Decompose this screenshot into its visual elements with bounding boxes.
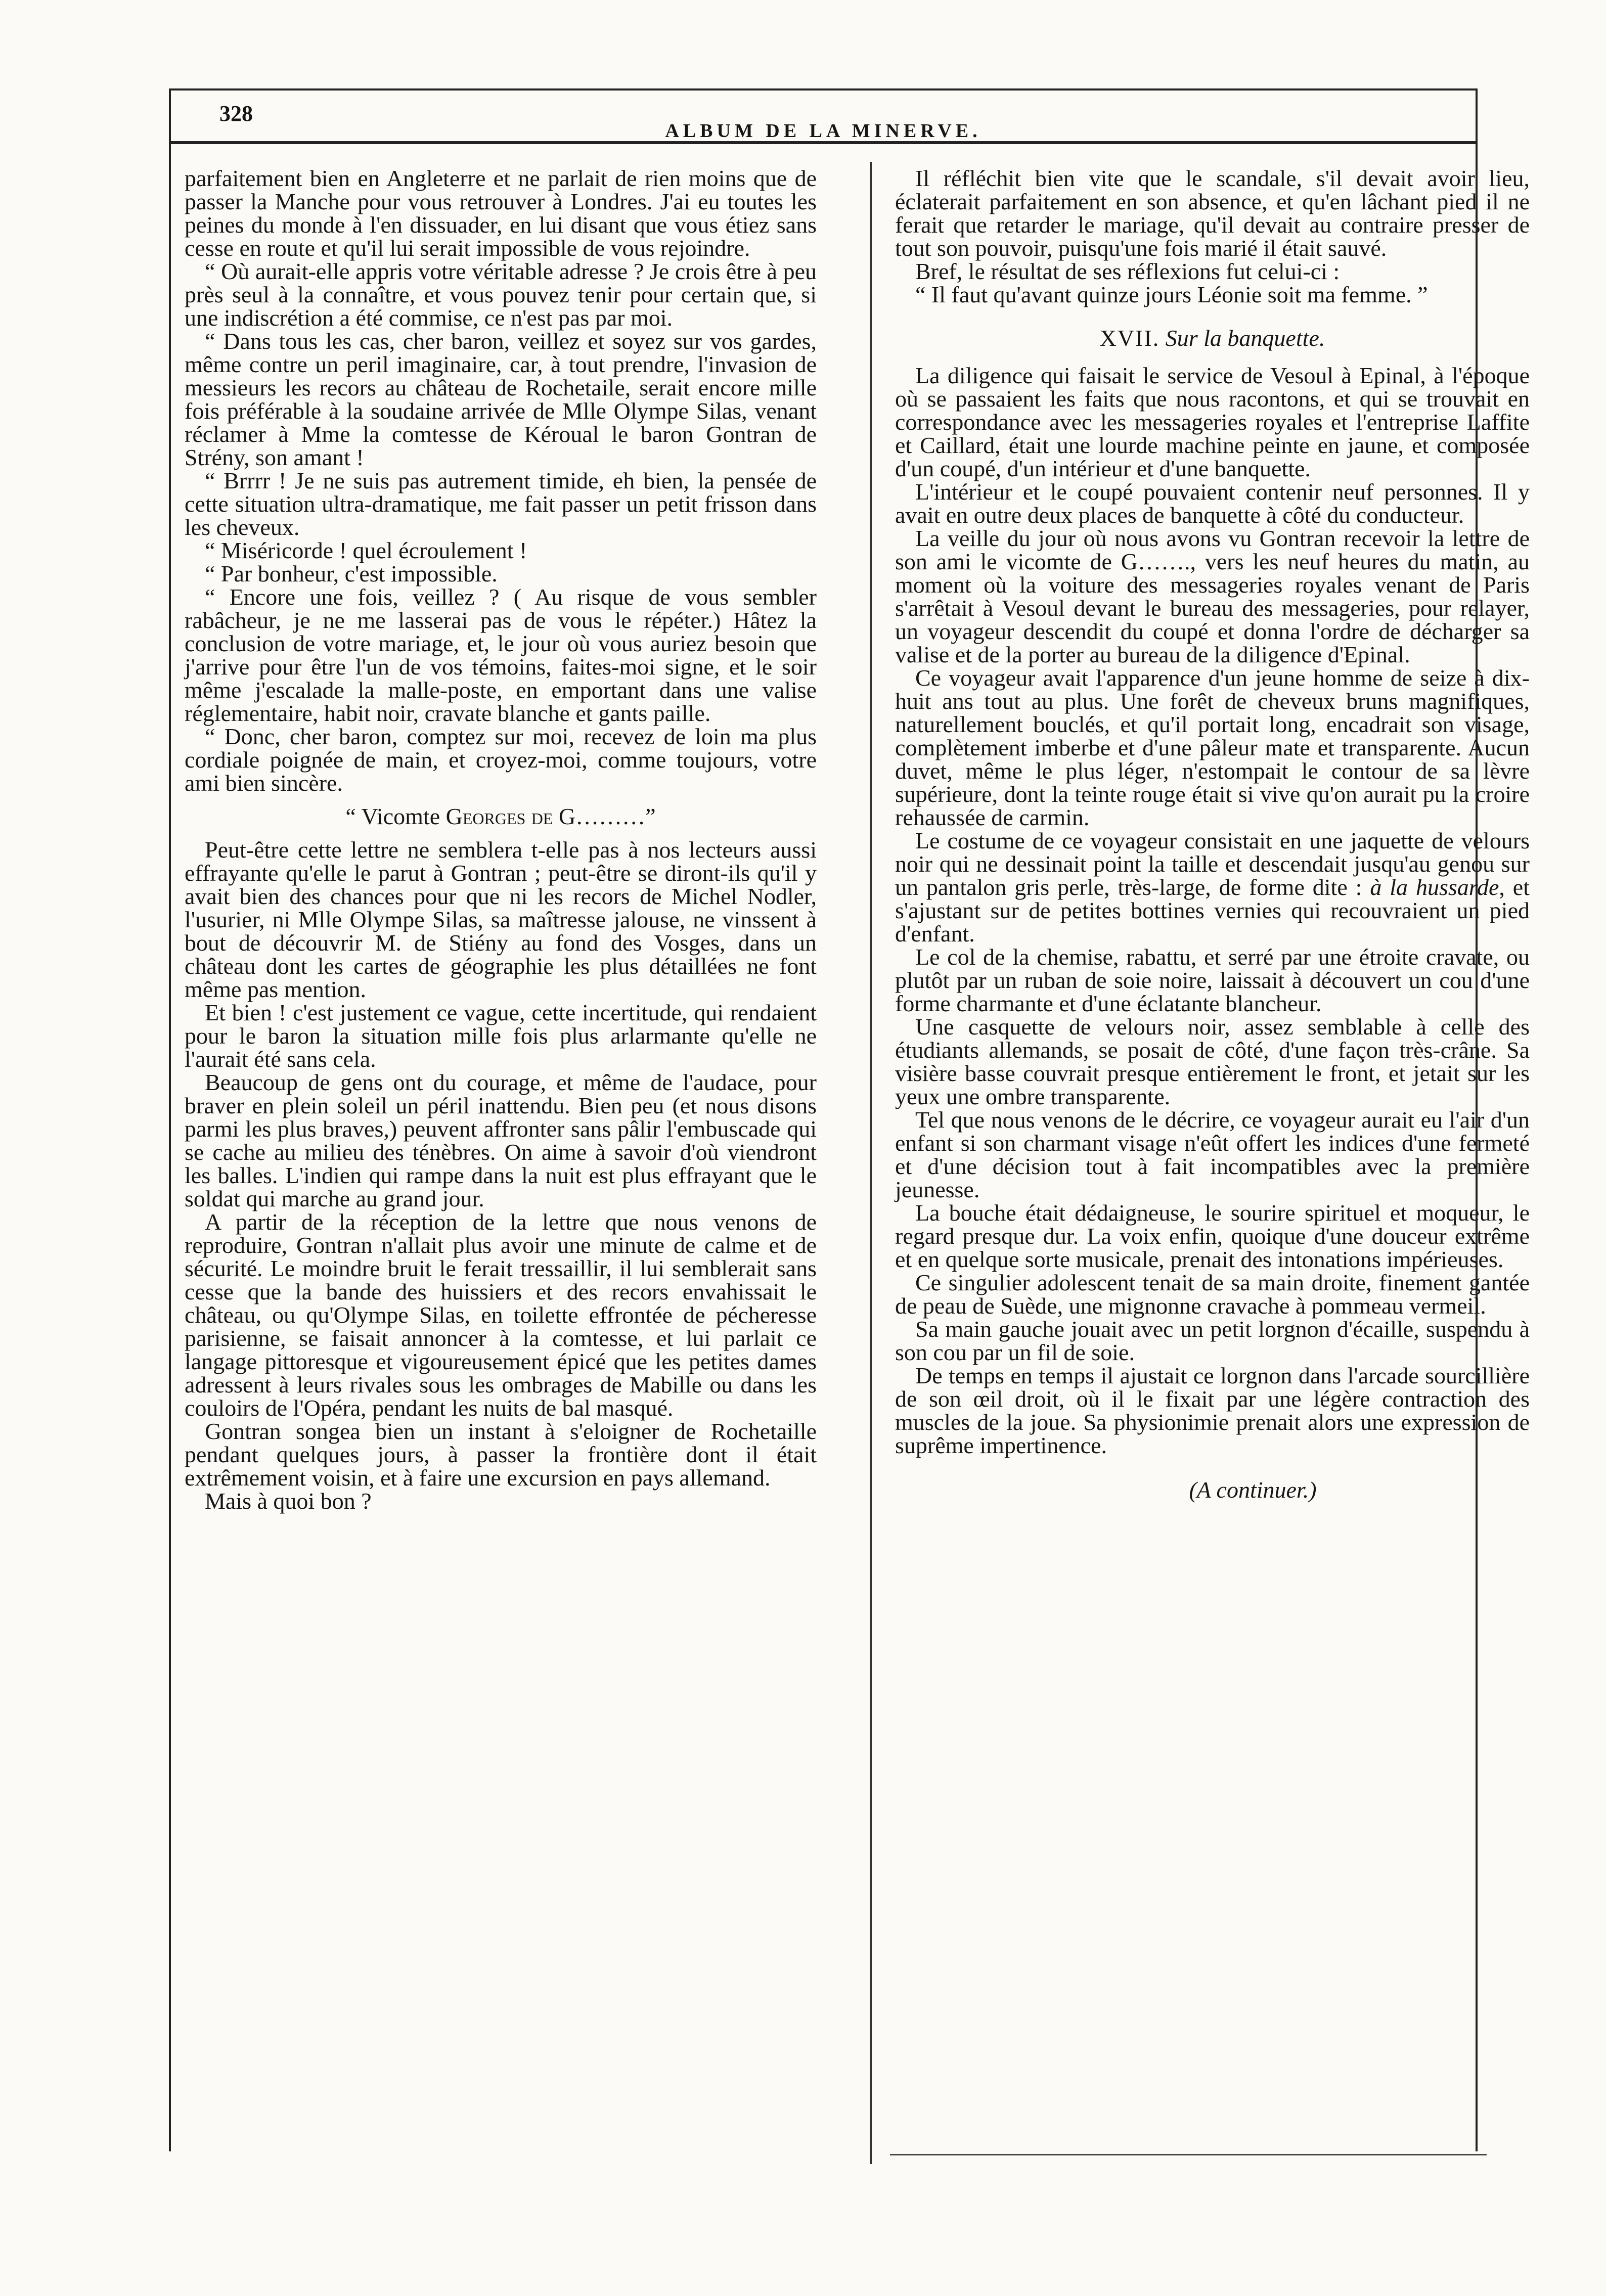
paragraph: Il réfléchit bien vite que le scandale, s'il devait avoir lieu, éclaterait parfaitement en son absence, et qu'en lâchant pied il ne ferait que retarder le mariage, qu'il devait au contraire presser de tout son pouvoir, puisqu'une fois marié il était sauvé. xyxy=(895,165,1530,261)
paragraph: Et bien ! c'est justement ce vague, cette incertitude, qui rendaient pour le baron la situation mille fois plus arlarmante qu'elle ne l'aurait été sans cela. xyxy=(185,1000,817,1072)
signature-suffix: ………” xyxy=(575,803,656,829)
paragraph: Une casquette de velours noir, assez semblable à celle des étudiants allemands, se posait de côté, d'une façon très-crâne. Sa visière basse couvrait presque entièrement le front, et jetait sur les yeux une ombre transparente. xyxy=(895,1014,1530,1109)
text-run: , et s'ajustant sur de petites bottines vernies qui recouvraient un pied d'enfant. xyxy=(895,874,1530,947)
paragraph: “ Brrrr ! Je ne suis pas autrement timide, eh bien, la pensée de cette situation ultra-dramatique, me fait passer un petit frisson dans les cheveux. xyxy=(185,468,817,540)
paragraph: parfaitement bien en Angleterre et ne parlait de rien moins que de passer la Manche pour vous retrouver à Londres. J'ai eu toutes les peines du monde à l'en dissuader, en lui disant que vous étiez sans cesse en route et qu'il lui serait impossible de vous rejoindre. xyxy=(185,165,817,261)
paragraph: “ Où aurait-elle appris votre véritable adresse ? Je crois être à peu près seul à la connaître, et vous pouvez tenir pour certain que, si une indiscrétion a été commise, ce n'est pas par moi. xyxy=(185,258,817,331)
running-title: ALBUM DE LA MINERVE. xyxy=(665,120,982,142)
signature-name: Georges de G xyxy=(445,803,576,829)
chapter-title: Sur la banquette. xyxy=(1165,325,1325,351)
chapter-number: XVII. xyxy=(1099,325,1160,351)
column-divider xyxy=(870,162,872,2164)
letter-signature xyxy=(185,805,817,828)
paragraph: “ Miséricorde ! quel écroulement ! xyxy=(205,537,527,563)
italic-text: à la hussarde xyxy=(1370,874,1499,900)
paragraph: Bref, le résultat de ses réflexions fut celui-ci : xyxy=(915,258,1340,284)
paragraph: “ Donc, cher baron, comptez sur moi, recevez de loin ma plus cordiale poignée de main, et croyez-moi, comme toujours, votre ami bien sincère. xyxy=(185,724,817,796)
left-column xyxy=(185,167,817,1513)
right-column xyxy=(895,167,1530,1502)
paragraph: “ Dans tous les cas, cher baron, veillez et soyez sur vos gardes, même contre un peril imaginaire, car, à tout prendre, l'invasion de messieurs les recors au château de Rochetaile, serait encore mille fois préférable à la soudaine arrivée de Mlle Olympe Silas, venant réclamer à Mme la comtesse de Kéroual le baron Gontran de Strény, son amant ! xyxy=(185,328,817,470)
paragraph: La veille du jour où nous avons vu Gontran recevoir la lettre de son ami le vicomte de G……., vers les neuf heures du matin, au moment où la voiture des messageries royales venant de Paris s'arrêtait à Vesoul devant le bureau des messageries, pour relayer, un voyageur descendit du coupé et donna l'ordre de décharger sa valise et de la porter au bureau de la diligence d'Epinal. xyxy=(895,525,1530,667)
paragraph: La bouche était dédaigneuse, le sourire spirituel et moqueur, le regard presque dur. La voix enfin, quoique d'une douceur extrême et en quelque sorte musicale, prenait des intonations impérieuses. xyxy=(895,1200,1530,1272)
paragraph: Ce voyageur avait l'apparence d'un jeune homme de seize à dix-huit ans tout au plus. Une forêt de cheveux bruns magnifiques, naturellement bouclés, et qu'il portait long, encadrait son visage, complètement imberbe et d'une pâleur mate et transparente. Aucun duvet, même le plus léger, n'estompait le contour de sa lèvre supérieure, dont la teinte rouge était si vive qu'on aurait pu la croire rehaussée de carmin. xyxy=(895,665,1530,830)
paragraph: A partir de la réception de la lettre que nous venons de reproduire, Gontran n'allait plus avoir une minute de calme et de sécurité. Le moindre bruit le ferait tressaillir, il lui semblerait sans cesse que la bande des huissiers et des recors envahissait le château, ou qu'Olympe Silas, en toilette effrontée de pécheresse parisienne, se faisait annoncer à la comtesse, et lui parlait ce langage pittoresque et vigoureusement épicé que les petites dames adressent à leurs rivales sous les ombrages de Mabille ou dans les couloirs de l'Opéra, pendant les nuits de bal masqué. xyxy=(185,1209,817,1421)
continued-note: (A continuer.) xyxy=(1189,1477,1317,1503)
chapter-heading xyxy=(895,327,1530,350)
page-header xyxy=(169,88,1478,144)
paragraph xyxy=(895,829,1530,946)
paragraph: Sa main gauche jouait avec un petit lorgnon d'écaille, suspendu à son cou par un fil de soie. xyxy=(895,1316,1530,1365)
paragraph: “ Encore une fois, veillez ? ( Au risque de vous sembler rabâcheur, je ne me lasserai pas de vous le répéter.) Hâtez la conclusion de votre mariage, et, le jour où vous auriez besoin que j'arrive pour être l'un de vos témoins, faites-moi signe, et le soir même j'escalade la malle-poste, en emportant dans une valise réglementaire, habit noir, cravate blanche et gants paille. xyxy=(185,584,817,726)
bottom-rule xyxy=(890,2154,1487,2155)
paragraph: Beaucoup de gens ont du courage, et même de l'audace, pour braver en plein soleil un péril inattendu. Bien peu (et nous disons parmi les plus braves,) peuvent affronter sans pâlir l'embuscade qui se cache au milieu des ténèbres. On aime à savoir d'où viendront les balles. L'indien qui rampe dans la nuit est plus effrayant que le soldat qui marche au grand jour. xyxy=(185,1069,817,1211)
signature-prefix: “ Vicomte xyxy=(345,803,446,829)
paragraph: “ Par bonheur, c'est impossible. xyxy=(205,561,498,587)
paragraph: La diligence qui faisait le service de Vesoul à Epinal, à l'époque où se passaient les faits que nous racontons, et qui se trouvait en correspondance avec les messageries royales et l'entreprise Laffite et Caillard, était une lourde machine peinte en jaune, et composée d'un coupé, d'un intérieur et d'une banquette. xyxy=(895,363,1530,481)
paragraph: L'intérieur et le coupé pouvaient contenir neuf personnes. Il y avait en outre deux places de banquette à côté du conducteur. xyxy=(895,479,1530,528)
text-run: Le costume de ce voyageur consistait en une jaquette de velours noir qui ne dessinait point la taille et descendait jusqu'au genou sur un pantalon gris perle, très-large, de forme dite : xyxy=(895,828,1530,900)
paragraph: Mais à quoi bon ? xyxy=(205,1488,372,1514)
paragraph: Le col de la chemise, rabattu, et serré par une étroite cravate, ou plutôt par un ruban de soie noire, laissait à découvert un cou d'une forme charmante et d'une éclatante blancheur. xyxy=(895,944,1530,1016)
paragraph: “ Il faut qu'avant quinze jours Léonie soit ma femme. ” xyxy=(915,282,1428,307)
paragraph: De temps en temps il ajustait ce lorgnon dans l'arcade sourcillière de son œil droit, où il le fixait par une légère contraction des muscles de la joue. Sa physionimie prenait alors une expression de suprême impertinence. xyxy=(895,1363,1530,1458)
paragraph: Gontran songea bien un instant à s'eloigner de Rochetaille pendant quelques jours, à passer la frontière dont il était extrêmement voisin, et à faire une excursion en pays allemand. xyxy=(185,1418,817,1491)
paragraph: Tel que nous venons de le décrire, ce voyageur aurait eu l'air d'un enfant si son charmant visage n'eût offert les indices d'une fermeté et d'une décision tout à fait incompatibles avec la première jeunesse. xyxy=(895,1107,1530,1202)
paragraph: Peut-être cette lettre ne semblera t-elle pas à nos lecteurs aussi effrayante qu'elle le parut à Gontran ; peut-être se diront-ils qu'il y avait bien des chances pour que ni les recors de Michel Nodler, l'usurier, ni Mlle Olympe Silas, sa maîtresse jalouse, ne vinssent à bout de découvrir M. de Stiény au fond des Vosges, dans un château dont les cartes de géographie les plus détaillées ne font même pas mention. xyxy=(185,837,817,1002)
page-number: 328 xyxy=(219,101,253,126)
paragraph: Ce singulier adolescent tenait de sa main droite, finement gantée de peau de Suède, une mignonne cravache à pommeau vermeil. xyxy=(895,1270,1530,1319)
